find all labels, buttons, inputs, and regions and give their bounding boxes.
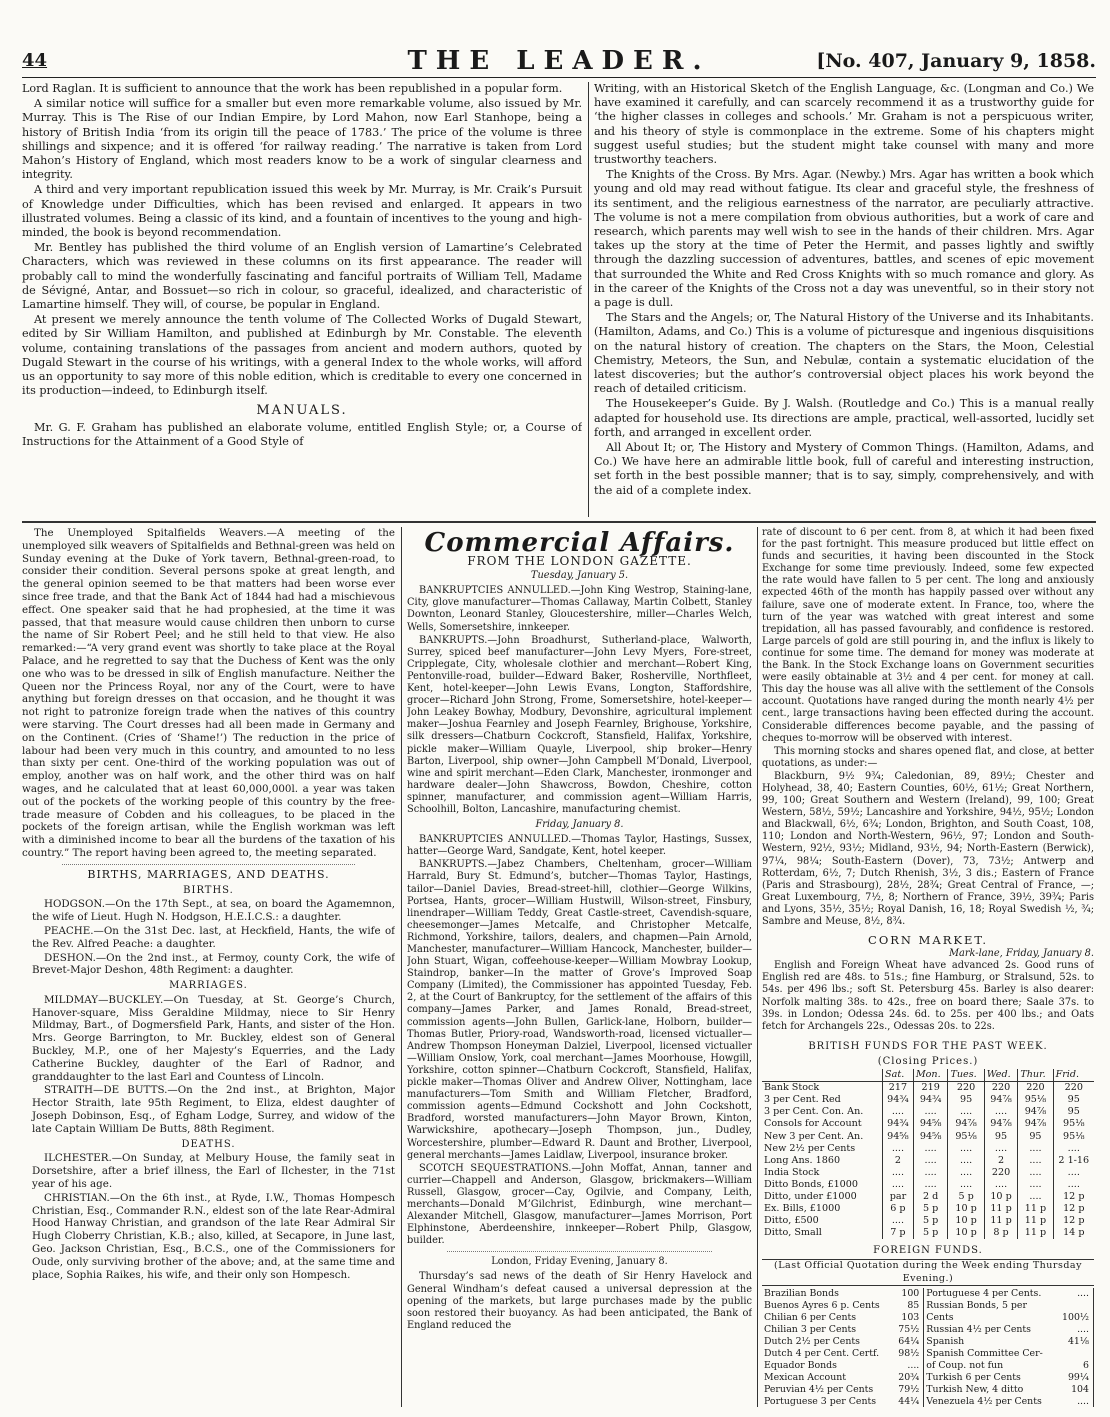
price-cell: .... — [913, 1179, 948, 1191]
fund-name-cell: New 3 per Cent. An. — [764, 1130, 864, 1142]
price-cell: 95 — [948, 1094, 984, 1106]
gazette-entry: BANKRUPTS.—John Broadhurst, Sutherland-place, Walworth, Surrey, spiced beef manufacturer—John Levy Myers, Fore-street, Cripplegate, City, wholesale clothier and merchant—Robert King, Pentonville-road, builder—Edward Baker, Rosherville, Northfleet, Kent, hotel-keeper—John Lewis Evans, Longton, Staffordshire, grocer—Richard John Strong, Frome, Somersetshire, hotel-keeper—John Leakey Bowhay, Modbury, Devonshire, agricultural implement maker—Joshua Fearnley and Joseph Fearnley, Brighouse, Yorkshire, silk dressers—Chatburn Cockcroft, Stansfield, Halifax, Yorkshire, pickle maker—William Quayle, Liverpool, ship broker—Henry Barton, Liverpool, ship owner—John Campbell M’Donald, Liverpool, wine and spirit merchant—Eden Clark, Manchester, ironmonger and hardware dealer—John Shawcross, Bowdon, Cheshire, cotton spinner, manufacturer, and commission agent—William Harris, Schoolhill, Bolton, Lancashire, manufacturing chemist. — [407, 634, 752, 815]
price-cell: 100 — [894, 1288, 924, 1300]
price-cell: 11 p — [984, 1215, 1018, 1227]
death-entry: CHRISTIAN.—On the 6th inst., at Ryde, I.W., Thomas Hompesch Christian, Esq., Commander R.N., eldest son of the late Rear-Admiral Hood Hanway Christian, and grandson of the late Rear Admiral Sir Hugh Cloberry Christian, K.B.; also, killed, at Secapore, in June last, Geo. Jackson Christian, Esq., B.C.S., one of the Commissioners for Oude, only surviving brother of the above; and, at the same time and place, Sophia Raikes, his wife, and their only son Hompesch. — [32, 1191, 395, 1281]
fund-name-cell: Equador Bonds — [764, 1360, 837, 1372]
upper-right-column — [594, 82, 1094, 517]
section-divider — [22, 521, 1096, 523]
fund-name-cell: Russian Bonds, 5 per — [926, 1299, 1027, 1311]
column-header: Mon. — [913, 1069, 948, 1082]
table-row — [762, 1227, 1094, 1239]
fund-name-cell: Ex. Bills, £1000 — [764, 1203, 841, 1215]
gazette-entry: BANKRUPTS.—Jabez Chambers, Cheltenham, grocer—William Harrald, Bury St. Edmund’s, butcher—Thomas Taylor, Hastings, tailor—Daniel Davies, Bread-street-hill, clothier—George Wilkins, Portsea, Hants, grocer—William Hustwill, Wilson-street, Finsbury, linendraper—William Teddy, Great Castle-street, Cavendish-square, cheesemonger—James Metcalfe, and Christopher Metcalfe, Richmond, Yorkshire, tailors, dealers, and chapmen—Pain Arnold, Manchester, manufacturer—William Hancock, Manchester, builder—John Stuart, Wigan, coffeehouse-keeper—William Mowbray Lookup, Staindrop, banker—In the matter of Grove’s Improved Soap Company (Limited), the Commissioner has appointed Tuesday, Feb. 2, at the Court of Bankruptcy, for the settlement of the affairs of this company—James Parker, and James Ronald, Bread-street, commission agents—John Bullen, Garlick-lane, Holborn, builder—Thomas Butler, Priory-road, Wandsworth-road, licensed victualler—Andrew Thompson Honeyman Dalziel, Liverpool, licensed victualler—William Onslow, York, coal merchant—James Moorhouse, Howgill, Yorkshire, cotton spinner—Chatburn Cockcroft, Stansfield, Halifax, pickle maker—Thomas Oliver and Andrew Oliver, Nottingham, lace manufacturers—Tom Smith and William Fletcher, Bradford, commission agents—Edmund Cockshott and John Cockshott, Bradford, worsted manufacturers—John Mayor Brown, Kinton, Warwickshire, apothecary—Joseph Thompson, jun., Dudley, Worcestershire, plumber—Edward R. Daunt and Brother, Liverpool, general merchants—James Laidlaw, Liverpool, insurance broker. — [407, 859, 752, 1161]
fund-name-cell: Portuguese 4 per Cents. — [926, 1287, 1042, 1299]
price-cell: 103 — [894, 1312, 924, 1324]
price-cell: .... — [913, 1106, 948, 1118]
price-cell: 12 p — [1053, 1203, 1094, 1215]
price-cell: 44¼ — [894, 1396, 924, 1407]
foreign-funds-subheading: (Last Official Quotation during the Week ending Thursday Evening.) — [762, 1259, 1094, 1285]
marriage-entry: MILDMAY—BUCKLEY.—On Tuesday, at St. George’s Church, Hanover-square, Miss Geraldine Mildmay, niece to Sir Henry Mildmay, Bart., of Dogmersfield Park, Hants, and sister of the Hon. Mrs. George Barrington, to Mr. Buckley, eldest son of General Buckley, M.P., one of her Majesty’s Equerries, and the Lady Catherine Buckley, daughter of the Earl of Radnor, and granddaughter to the last Earl and Countess of Lincoln. — [32, 993, 395, 1083]
deaths-heading: DEATHS. — [181, 1138, 236, 1150]
price-cell: 95 — [1018, 1131, 1053, 1143]
price-cell: 220 — [1018, 1082, 1053, 1095]
price-cell: 95 — [984, 1131, 1018, 1143]
column-divider — [401, 527, 402, 1407]
masthead — [22, 44, 1096, 78]
price-cell: .... — [948, 1155, 984, 1167]
table-row — [762, 1360, 1094, 1372]
price-cell: 6 — [1057, 1360, 1094, 1372]
fund-name-cell: Ditto, Small — [764, 1227, 822, 1239]
price-cell: 64¼ — [894, 1336, 924, 1348]
table-row — [762, 1143, 1094, 1155]
price-cell: 94⅝ — [913, 1118, 948, 1130]
table-row — [762, 1215, 1094, 1227]
paragraph: The Housekeeper’s Guide. By J. Walsh. (Routledge and Co.) This is a manual really adapted for household use. Its directions are ample, practical, well-assorted, lucidly set forth, and arranged in excellent order. — [594, 397, 1094, 439]
price-cell — [1057, 1300, 1094, 1312]
gazette-entry: SCOTCH SEQUESTRATIONS.—John Moffat, Annan, tanner and currier—Chappell and Anderson, Glasgow, brickmakers—William Russell, Glasgow, grocer—Cay, Ogilvie, and Company, Leith, merchants—Donald M’Gilchrist, Edinburgh, wine merchant—Alexander Mitchell, Glasgow, manufacturer—James Morrison, Port Elphinstone, Aberdeenshire, innkeeper—Robert Philp, Glasgow, builder. — [407, 1162, 752, 1247]
british-funds-table — [762, 1069, 1094, 1239]
price-cell: .... — [1053, 1179, 1094, 1191]
money-report: Thursday’s sad news of the death of Sir Henry Havelock and General Windham’s defeat caused a universal depression at the opening of the markets, but large purchases made by the public soon restored their buoyancy. As had been anticipated, the Bank of England reduced the — [407, 1271, 752, 1331]
price-cell: .... — [883, 1215, 914, 1227]
price-cell: 219 — [913, 1082, 948, 1095]
price-cell: 217 — [883, 1082, 914, 1095]
fund-name-cell: India Stock — [764, 1166, 820, 1178]
paragraph: Mr. G. F. Graham has published an elaborate volume, entitled English Style; or, a Course of Instructions for the Attainment of a Good Style of — [22, 420, 582, 448]
price-cell: .... — [1018, 1155, 1053, 1167]
price-cell: .... — [883, 1167, 914, 1179]
commercial-affairs-title: Commercial Affairs. — [424, 528, 735, 558]
fund-name-cell: Mexican Account — [764, 1372, 847, 1384]
price-cell: 11 p — [984, 1203, 1018, 1215]
price-cell: 95⅛ — [948, 1131, 984, 1143]
fund-name-cell: Brazilian Bonds — [764, 1287, 839, 1299]
fund-name-cell: 3 per Cent. Red — [764, 1094, 841, 1106]
price-cell: 94⅝ — [913, 1131, 948, 1143]
price-cell: .... — [948, 1143, 984, 1155]
evening-heading: London, Friday Evening, January 8. — [491, 1256, 668, 1268]
price-cell: 94⅞ — [1018, 1118, 1053, 1130]
table-row — [762, 1312, 1094, 1324]
price-cell: 94⅞ — [984, 1094, 1018, 1106]
price-cell: 14 p — [1053, 1227, 1094, 1239]
price-cell: 95⅛ — [1053, 1118, 1094, 1130]
column-header — [762, 1069, 883, 1082]
fund-name-cell: Ditto, under £1000 — [764, 1190, 857, 1202]
fund-name-cell: 3 per Cent. Con. An. — [764, 1106, 864, 1118]
price-cell: 10 p — [948, 1215, 984, 1227]
price-cell: .... — [948, 1167, 984, 1179]
corn-dateline: Mark-lane, Friday, January 8. — [948, 948, 1094, 960]
birth-entry: HODGSON.—On the 17th Sept., at sea, on board the Agamemnon, the wife of Lieut. Hugh N. Hodgson, H.E.I.C.S.: a daughter. — [32, 898, 395, 924]
funds-heading: BRITISH FUNDS FOR THE PAST WEEK. — [808, 1040, 1048, 1052]
fund-name-cell: Turkish New, 4 ditto — [926, 1384, 1024, 1396]
price-cell: .... — [1057, 1324, 1094, 1336]
fund-name-cell: Ditto, £500 — [764, 1215, 819, 1227]
corn-report: English and Foreign Wheat have advanced 2s. Good runs of English red are 48s. to 51s.; fine Hamburg, or Stralsund, 52s. to 54s. per 496 lbs.; soft St. Petersburg 45s. Barley is also dearer: Norfolk malting 38s. to 42s., free on board there; Saale 37s. to 39s. in London; Odessa 24s. 6d. to 25s. per 400 lbs.; and Oats fetch for Archangels 22s., Odessas 20s. to 22s. — [762, 960, 1094, 1032]
price-cell: .... — [913, 1155, 948, 1167]
column-header: Frid. — [1053, 1069, 1094, 1082]
price-cell: 220 — [1053, 1082, 1094, 1095]
paragraph: All About It; or, The History and Mystery of Common Things. (Hamilton, Adams, and Co.) We have here an admirable little book, full of careful and interesting instruction, set forth in the best possible manner; that is to say, simply, comprehensively, and with the aid of a complete index. — [594, 441, 1094, 497]
price-cell: .... — [1057, 1288, 1094, 1300]
fund-name-cell: Ditto Bonds, £1000 — [764, 1178, 858, 1190]
fund-name-cell: Dutch 4 per Cent. Certf. — [764, 1348, 880, 1360]
price-cell: .... — [883, 1143, 914, 1155]
price-cell: 41⅛ — [1057, 1336, 1094, 1348]
price-cell: 20¾ — [894, 1372, 924, 1384]
price-cell: 5 p — [913, 1203, 948, 1215]
fund-name-cell: Dutch 2½ per Cents — [764, 1336, 860, 1347]
price-cell: 220 — [948, 1082, 984, 1095]
paragraph: The Stars and the Angels; or, The Natural History of the Universe and its Inhabitants. (Hamilton, Adams, and Co.) This is a volume of picturesque and ingenious disquisitions on the natural history of creation. The chapters on the Stars, the Moon, Celestial Chemistry, Meteors, the Sun, and Nebulæ, contain a systematic elucidation of the latest discoveries; but the author’s controversial object places his work beyond the reach of detailed criticism. — [594, 311, 1094, 396]
price-cell: 11 p — [1018, 1215, 1053, 1227]
table-row — [762, 1094, 1094, 1106]
issue-date: [No. 407, January 9, 1858. — [816, 50, 1096, 72]
price-cell: 85 — [894, 1300, 924, 1312]
price-cell: 10 p — [948, 1227, 984, 1239]
price-cell: par — [883, 1191, 914, 1203]
fund-name-cell: New 2½ per Cents — [764, 1142, 856, 1154]
divider — [62, 864, 355, 865]
column-header: Thur. — [1018, 1069, 1053, 1082]
paragraph: Mr. Bentley has published the third volume of an English version of Lamartine’s Celebrated Characters, which was reviewed in these columns on its first appearance. The reader will probably call to mind the wonderfully fascinating and fanciful portraits of William Tell, Madame de Sévigné, Antar, and Bossuet—so rich in colour, so graceful, idealized, and characteristic of Lamartine himself. They will, of course, be popular in England. — [22, 241, 582, 312]
gazette-entry: BANKRUPTCIES ANNULLED.—Thomas Taylor, Hastings, Sussex, hatter—George Ward, Sandgate, Kent, hotel keeper. — [407, 834, 752, 858]
corn-market-heading: CORN MARKET. — [868, 933, 988, 948]
birth-entry: DESHON.—On the 2nd inst., at Fermoy, county Cork, the wife of Brevet-Major Deshon, 48th Regiment: a daughter. — [32, 951, 395, 977]
birth-entry: PEACHE.—On the 31st Dec. last, at Heckfield, Hants, the wife of the Rev. Alfred Peache: a daughter. — [32, 924, 395, 950]
price-cell: 94⅞ — [1018, 1106, 1053, 1118]
price-cell: 5 p — [913, 1227, 948, 1239]
table-row — [762, 1336, 1094, 1348]
price-cell: .... — [883, 1106, 914, 1118]
lower-column-c — [762, 527, 1094, 1407]
paragraph: The Knights of the Cross. By Mrs. Agar. (Newby.) Mrs. Agar has written a book which young and old may read without fatigue. Its clear and graceful style, the freshness of its sentiment, and the religious earnestness of the narrator, are peculiarly attractive. The volume is not a mere compilation from obvious authorities, but a work of care and research, which parents may well wish to see in the hands of their children. Mrs. Agar takes up the story at the time of Peter the Hermit, and passes lightly and swiftly through the dazzling succession of adventures, battles, and scenes of epic movement that surrounded the White and Red Cross Knights with so much romance and glory. As in the career of the Knights of the Cross not a day was uneventful, so in their story not a page is dull. — [594, 168, 1094, 310]
price-cell: 12 p — [1053, 1191, 1094, 1203]
table-row — [762, 1118, 1094, 1130]
upper-left-column — [22, 82, 582, 517]
lower-column-b — [407, 527, 752, 1407]
table-row — [762, 1396, 1094, 1407]
fund-name-cell: Russian 4½ per Cents — [926, 1323, 1031, 1335]
price-cell: 6 p — [883, 1203, 914, 1215]
fund-name-cell: Chilian 6 per Cents — [764, 1311, 857, 1323]
table-row — [762, 1167, 1094, 1179]
column-header: Wed. — [984, 1069, 1018, 1082]
table-row — [762, 1324, 1094, 1336]
price-cell: 7 p — [883, 1227, 914, 1239]
price-cell: .... — [1018, 1143, 1053, 1155]
price-cell: 95⅛ — [1053, 1131, 1094, 1143]
fund-name-cell: Cents — [926, 1311, 954, 1323]
price-cell: 220 — [984, 1082, 1018, 1095]
funds-subheading: (Closing Prices.) — [877, 1055, 979, 1067]
price-cell: 99¼ — [1057, 1372, 1094, 1384]
fund-name-cell: Buenos Ayres 6 p. Cents — [764, 1299, 880, 1311]
price-cell: 79½ — [894, 1384, 924, 1396]
fund-name-cell: Spanish — [926, 1336, 965, 1347]
column-divider — [757, 527, 758, 1407]
price-cell: 2 — [883, 1155, 914, 1167]
fund-name-cell: Peruvian 4½ per Cents — [764, 1384, 874, 1396]
table-row — [762, 1106, 1094, 1118]
price-cell: 94⅞ — [948, 1118, 984, 1130]
column-header: Tues. — [948, 1069, 984, 1082]
fund-name-cell: Venezuela 4½ per Cents — [926, 1396, 1042, 1407]
price-cell: 75½ — [894, 1324, 924, 1336]
price-cell: .... — [1053, 1167, 1094, 1179]
table-header-row — [762, 1069, 1094, 1082]
births-heading: BIRTHS. — [183, 884, 234, 896]
price-cell: 11 p — [1018, 1203, 1053, 1215]
divider — [447, 1251, 712, 1252]
price-cell: .... — [1057, 1396, 1094, 1407]
paragraph: Writing, with an Historical Sketch of the English Language, &c. (Longman and Co.) We have examined it carefully, and can scarcely recommend it as a trustworthy guide for ‘the higher classes in colleges and schools.’ Mr. Graham is not a perspicuous writer, and his theory of style is commonplace in the extreme. Some of his chapters might suggest useful studies; but the student might take counsel with many and more trustworthy teachers. — [594, 82, 1094, 167]
fund-name-cell: Long Ans. 1860 — [764, 1154, 841, 1166]
price-cell: .... — [1018, 1167, 1053, 1179]
marriages-heading: MARRIAGES. — [169, 980, 248, 992]
fund-name-cell: Portuguese 3 per Cents — [764, 1396, 877, 1407]
bmd-heading: BIRTHS, MARRIAGES, AND DEATHS. — [87, 867, 330, 881]
price-cell: 94¾ — [883, 1094, 914, 1106]
price-cell: 104 — [1057, 1384, 1094, 1396]
price-cell: .... — [948, 1179, 984, 1191]
date-heading: Friday, January 8. — [535, 819, 624, 831]
paragraph: At present we merely announce the tenth volume of The Collected Works of Dugald Stewart, edited by Sir William Hamilton, and published at Edinburgh by Mr. Constable. The eleventh volume, containing translations of the passages from ancient and modern authors, quoted by Dugald Stewart in the course of his writings, with a general Index to the whole works, will afford us an opportunity to say more of this noble edition, which is creditable to every one concerned in its production—indeed, to Edinburgh itself. — [22, 313, 582, 398]
table-row — [762, 1372, 1094, 1384]
table-row — [762, 1191, 1094, 1203]
paragraph: A similar notice will suffice for a smaller but even more remarkable volume, also issued by Mr. Murray. This is The Rise of our Indian Empire, by Lord Mahon, now Earl Stanhope, being a history of British India ‘from its origin till the peace of 1783.’ The price of the volume is three shillings and sixpence; and it is offered ‘for railway reading.’ The narrative is taken from Lord Mahon’s History of England, which most readers know to be a work of singular clearness and integrity. — [22, 97, 582, 182]
price-cell: .... — [948, 1106, 984, 1118]
death-entry: ILCHESTER.—On Sunday, at Melbury House, the family seat in Dorsetshire, after a brief illness, the Earl of Ilchester, in the 71st year of his age. — [32, 1152, 395, 1191]
foreign-funds-table — [762, 1288, 1094, 1407]
gazette-entry: BANKRUPTCIES ANNULLED.—John King Westrop, Staining-lane, City, glove manufacturer—Thomas Callaway, Martin Colbett, Stanley Downton, Leonard Stanley, Gloucestershire, miller—Charles Welch, Wells, Somersetshire, innkeeper. — [407, 585, 752, 633]
price-cell: 12 p — [1053, 1215, 1094, 1227]
table-row — [762, 1300, 1094, 1312]
price-cell: .... — [984, 1106, 1018, 1118]
table-row — [762, 1348, 1094, 1360]
price-cell: 5 p — [913, 1215, 948, 1227]
column-divider — [588, 82, 589, 517]
table-row — [762, 1288, 1094, 1300]
fund-name-cell: Consols for Account — [764, 1118, 862, 1130]
price-cell: .... — [894, 1360, 924, 1372]
table-row — [762, 1384, 1094, 1396]
foreign-funds-heading: FOREIGN FUNDS. — [873, 1245, 983, 1257]
price-cell: 8 p — [984, 1227, 1018, 1239]
price-cell: 94⅝ — [883, 1131, 914, 1143]
price-cell: 95 — [1053, 1094, 1094, 1106]
price-cell: 10 p — [948, 1203, 984, 1215]
table-row — [762, 1179, 1094, 1191]
newspaper-title: THE LEADER. — [407, 46, 711, 76]
price-cell: 5 p — [948, 1191, 984, 1203]
price-cell: 95⅛ — [1018, 1094, 1053, 1106]
price-cell: 220 — [984, 1167, 1018, 1179]
closing-note: This morning stocks and shares opened flat, and close, at better quotations, as under:— — [762, 745, 1094, 769]
gazette-heading: FROM THE LONDON GAZETTE. — [467, 554, 692, 569]
table-row — [762, 1155, 1094, 1167]
fund-name-cell: of Coup. not fun — [926, 1360, 1004, 1372]
price-cell: .... — [1018, 1191, 1053, 1203]
fund-name-cell: Bank Stock — [764, 1082, 820, 1094]
price-cell: 2 1-16 — [1053, 1155, 1094, 1167]
fund-name-cell: Spanish Committee Cer- — [926, 1348, 1043, 1360]
price-cell: .... — [913, 1143, 948, 1155]
column-header: Sat. — [883, 1069, 914, 1082]
weavers-report: The Unemployed Spitalfields Weavers.—A meeting of the unemployed silk weavers of Spitalfields and Bethnal-green was held on Sunday evening at the Duke of York tavern, Bethnal-green-road, to consider their condition. Several persons spoke at great length, and the general opinion seemed to be that matters had been worse ever since free trade, and that the Bank Act of 1844 had had a mischievous effect. One speaker said that he had prophesied, at the time it was passed, that that measure would cause children then unborn to curse the name of Sir Robert Peel; and he still held to that view. He also remarked:—“A very grand event was shortly to take place at the Royal Palace, and he regretted to say that the Duchess of Kent was the only one who was to be dressed in silk of English manufacture. Neither the Queen nor the Princess Royal, nor any of the Court, were to have anything but foreign dresses on that occasion, and he thought it was not right to patronize foreign trade when the natives of this country were starving. The Court dresses had all been made in Germany and on the Continent. (Cries of ‘Shame!’) The reduction in the price of labour had been very much in this country, and amounted to no less than sixty per cent. One-third of the working population was out of employ, another was on half work, and the other third was on half wages, and he calculated that at least 60,000,000l. a year was taken out of the pockets of the working people of this country by the free-trade measure of Cobden and his colleagues, to be placed in the pockets of the foreign artisan, while the English workman was left with a diminished income to bear all the burdens of the taxation of his country.” The report having been agreed to, the meeting separated. — [22, 527, 395, 859]
fund-name-cell: Chilian 3 per Cents — [764, 1323, 857, 1335]
price-cell: 11 p — [1018, 1227, 1053, 1239]
fund-name-cell: Turkish 6 per Cents — [926, 1372, 1021, 1384]
price-cell: 94⅞ — [984, 1118, 1018, 1130]
money-report-cont: rate of discount to 6 per cent. from 8, at which it had been fixed for the past fortnight. This measure produced but little effect on funds and securities, it having been discounted in the Stock Exchange for some time previously. Indeed, some few expected the rate would have fallen to 5 per cent. The long and anxiously expected 46th of the month has happily passed over without any failure, save one of moderate extent. In France, too, where the turn of the year was watched with great interest and some trepidation, all has passed favourably, and confidence is restored. Large parcels of gold are still pouring in, and the influx is likely to continue for some time. The demand for money was moderate at the Bank. In the Stock Exchange loans on Government securities were easily obtainable at 3½ and 4 per cent. for money at call. This day the house was all alive with the settlement of the Consols account. Quotations have ranged during the month nearly 4½ per cent., large transactions having been effected during the account. Considerable differences become payable, and the passing of cheques to-morrow will be observed with interest. — [762, 527, 1094, 744]
page-number: 44 — [22, 50, 48, 71]
price-cell: .... — [984, 1179, 1018, 1191]
share-quotations: Blackburn, 9½ 9¾; Caledonian, 89, 89½; Chester and Holyhead, 38, 40; Eastern Counties, 60½, 61½; Great Northern, 99, 100; Great Southern and Western (Ireland), 99, 100; Great Western, 58½, 59½; Lancashire and Yorkshire, 94½, 95½; London and Blackwall, 6½, 6¾; London, Brighton, and South Coast, 108, 110; London and North-Western, 96½, 97; London and South-Western, 92½, 93½; Midland, 93½, 94; North-Eastern (Berwick), 97¼, 98¼; South-Eastern (Dover), 73, 73½; Antwerp and Rotterdam, 6½, 7; Dutch Rhenish, 3½, 3 dis.; Eastern of France (Paris and Strasbourg), 28½, 28¾; Great Central of France, —; Great Luxembourg, 7½, 8; Northern of France, 39½, 39¾; Paris and Lyons, 35½, 35½; Royal Danish, 16, 18; Royal Swedish ½, ¾; Sambre and Meuse, 8½, 8¾. — [762, 770, 1094, 927]
price-cell: .... — [1018, 1179, 1053, 1191]
price-cell: 94¾ — [913, 1094, 948, 1106]
price-cell: 10 p — [984, 1191, 1018, 1203]
price-cell: .... — [883, 1179, 914, 1191]
table-row — [762, 1203, 1094, 1215]
marriage-entry: STRAITH—DE BUTTS.—On the 2nd inst., at Brighton, Major Hector Straith, late 95th Regiment, to Eliza, eldest daughter of Joseph Dobinson, Esq., of Egham Lodge, Surrey, and widow of the late Captain William De Butts, 88th Regiment. — [32, 1084, 395, 1135]
price-cell: 2 — [984, 1155, 1018, 1167]
price-cell: 95 — [1053, 1106, 1094, 1118]
paragraph: Lord Raglan. It is sufficient to announce that the work has been republished in a popular form. — [22, 82, 563, 95]
price-cell: 98½ — [894, 1348, 924, 1360]
price-cell — [1057, 1348, 1094, 1360]
price-cell: 94¾ — [883, 1118, 914, 1130]
paragraph: A third and very important republication issued this week by Mr. Murray, is Mr. Craik’s Pursuit of Knowledge under Difficulties, which has been revised and enlarged. It appears in two illustrated volumes. Being a classic of its kind, and a fountain of incentives to the young and high-minded, the book is beyond recommendation. — [22, 183, 582, 240]
date-heading: Tuesday, January 5. — [530, 570, 629, 582]
table-row — [762, 1131, 1094, 1143]
table-row — [762, 1082, 1094, 1095]
price-cell: 100½ — [1057, 1312, 1094, 1324]
price-cell: .... — [913, 1167, 948, 1179]
price-cell: 2 d — [913, 1191, 948, 1203]
lower-column-a — [22, 527, 395, 1407]
manuals-heading: MANUALS. — [256, 403, 348, 419]
price-cell: .... — [984, 1143, 1018, 1155]
price-cell: .... — [1053, 1143, 1094, 1155]
